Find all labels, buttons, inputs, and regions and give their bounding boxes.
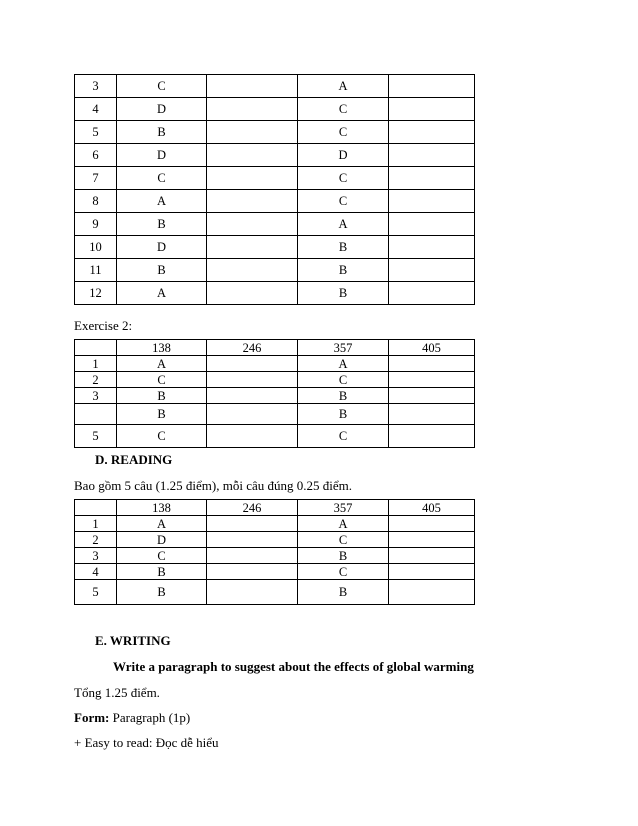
exercise1-cell — [389, 213, 475, 236]
exercise1-cell: A — [298, 213, 389, 236]
exercise1-cell — [389, 75, 475, 98]
exercise2-cell: 3 — [75, 388, 117, 404]
exercise1-cell — [207, 213, 298, 236]
exercise2-cell — [207, 372, 298, 388]
exercise1-cell — [207, 190, 298, 213]
exercise2-row — [75, 356, 475, 372]
exercise1-cell: B — [117, 259, 207, 282]
writing-total: Tổng 1.25 điểm. — [74, 685, 160, 700]
exercise2-row — [75, 372, 475, 388]
reading-answer-table — [74, 499, 475, 605]
exercise1-cell: 4 — [75, 98, 117, 121]
exercise2-cell — [389, 404, 475, 425]
form-value: Paragraph (1p) — [109, 710, 191, 725]
exercise1-cell — [389, 144, 475, 167]
exercise2-cell: C — [298, 425, 389, 448]
exercise1-row — [75, 259, 475, 282]
reading-cell — [207, 532, 298, 548]
exercise1-cell — [207, 121, 298, 144]
writing-form-line — [74, 710, 190, 726]
exercise2-cell: C — [117, 425, 207, 448]
exercise2-row — [75, 404, 475, 425]
exercise2-cell — [75, 340, 117, 356]
reading-cell — [207, 564, 298, 580]
reading-cell: B — [298, 580, 389, 605]
exercise1-cell — [389, 236, 475, 259]
exercise1-cell — [389, 121, 475, 144]
exercise1-cell: B — [117, 121, 207, 144]
exercise2-cell — [389, 425, 475, 448]
exercise2-cell: C — [117, 372, 207, 388]
reading-cell — [207, 548, 298, 564]
exercise2-cell: 138 — [117, 340, 207, 356]
exercise2-cell: B — [117, 404, 207, 425]
reading-cell: A — [298, 516, 389, 532]
exercise1-cell: 6 — [75, 144, 117, 167]
reading-cell — [389, 564, 475, 580]
reading-cell: 357 — [298, 500, 389, 516]
reading-cell: 138 — [117, 500, 207, 516]
exercise1-cell — [207, 236, 298, 259]
exercise1-cell: D — [117, 144, 207, 167]
exercise1-cell — [207, 259, 298, 282]
exercise2-cell — [75, 404, 117, 425]
exercise2-cell: 1 — [75, 356, 117, 372]
writing-heading: E. WRITING — [95, 633, 171, 648]
reading-cell: 246 — [207, 500, 298, 516]
reading-cell: 3 — [75, 548, 117, 564]
exercise2-cell: 357 — [298, 340, 389, 356]
exercise2-cell: 5 — [75, 425, 117, 448]
exercise1-row — [75, 282, 475, 305]
exercise1-cell: C — [298, 121, 389, 144]
exercise1-cell — [207, 167, 298, 190]
reading-cell: B — [117, 580, 207, 605]
reading-cell: A — [117, 516, 207, 532]
reading-row — [75, 500, 475, 516]
exercise1-cell: C — [298, 190, 389, 213]
exercise2-row — [75, 340, 475, 356]
exercise1-row — [75, 121, 475, 144]
exercise1-answer-table — [74, 74, 475, 305]
reading-cell: D — [117, 532, 207, 548]
reading-row — [75, 516, 475, 532]
exercise1-cell: B — [117, 213, 207, 236]
exercise1-cell: B — [298, 236, 389, 259]
exercise1-row — [75, 213, 475, 236]
reading-row — [75, 548, 475, 564]
reading-cell — [207, 580, 298, 605]
exercise2-answer-table — [74, 339, 475, 448]
exercise1-cell — [207, 282, 298, 305]
reading-cell — [389, 516, 475, 532]
exercise2-cell — [389, 388, 475, 404]
exercise1-row — [75, 236, 475, 259]
reading-cell: 1 — [75, 516, 117, 532]
reading-cell — [75, 500, 117, 516]
reading-heading: D. READING — [95, 452, 173, 467]
exercise1-cell — [207, 75, 298, 98]
exercise2-cell — [207, 404, 298, 425]
exercise2-cell — [389, 372, 475, 388]
exercise1-cell: D — [117, 236, 207, 259]
reading-note: Bao gồm 5 câu (1.25 điểm), mỗi câu đúng 0.25 điểm. — [74, 478, 353, 493]
exercise1-row — [75, 144, 475, 167]
exercise1-cell: A — [117, 282, 207, 305]
exercise1-cell — [389, 259, 475, 282]
reading-cell: 405 — [389, 500, 475, 516]
exercise1-cell: C — [298, 98, 389, 121]
reading-row — [75, 532, 475, 548]
exercise1-cell: B — [298, 282, 389, 305]
exercise2-cell: A — [117, 356, 207, 372]
exercise1-cell: 7 — [75, 167, 117, 190]
exercise1-cell — [389, 190, 475, 213]
exercise1-cell — [389, 282, 475, 305]
exercise1-row — [75, 167, 475, 190]
exercise1-cell: 8 — [75, 190, 117, 213]
reading-cell: 4 — [75, 564, 117, 580]
reading-cell: C — [298, 564, 389, 580]
exercise2-title: Exercise 2: — [74, 318, 133, 333]
exercise2-cell: B — [298, 388, 389, 404]
exercise1-cell: D — [298, 144, 389, 167]
reading-cell — [389, 548, 475, 564]
exercise1-cell: 11 — [75, 259, 117, 282]
exercise1-cell: 10 — [75, 236, 117, 259]
exercise2-cell: B — [117, 388, 207, 404]
exercise2-row — [75, 425, 475, 448]
exercise2-cell: 405 — [389, 340, 475, 356]
exercise1-cell — [389, 167, 475, 190]
exercise1-row — [75, 98, 475, 121]
exercise2-cell: B — [298, 404, 389, 425]
exercise2-cell: C — [298, 372, 389, 388]
reading-cell: 5 — [75, 580, 117, 605]
exercise1-cell: B — [298, 259, 389, 282]
reading-cell — [389, 532, 475, 548]
exercise1-cell: A — [298, 75, 389, 98]
exercise1-row — [75, 75, 475, 98]
reading-cell: B — [298, 548, 389, 564]
exercise1-cell: C — [117, 167, 207, 190]
exercise2-cell — [207, 388, 298, 404]
exercise2-cell: A — [298, 356, 389, 372]
exercise2-cell: 2 — [75, 372, 117, 388]
reading-cell — [207, 516, 298, 532]
exercise2-cell — [207, 356, 298, 372]
reading-cell: 2 — [75, 532, 117, 548]
exercise1-cell: A — [117, 190, 207, 213]
exercise1-cell: D — [117, 98, 207, 121]
exercise1-cell: C — [298, 167, 389, 190]
exercise2-row — [75, 388, 475, 404]
exercise1-cell — [207, 98, 298, 121]
exercise1-cell — [389, 98, 475, 121]
exercise1-cell: C — [117, 75, 207, 98]
reading-row — [75, 564, 475, 580]
reading-cell: C — [298, 532, 389, 548]
writing-prompt: Write a paragraph to suggest about the effects of global warming — [113, 659, 474, 674]
form-label: Form: — [74, 710, 110, 725]
exercise1-cell: 12 — [75, 282, 117, 305]
exercise1-cell: 9 — [75, 213, 117, 236]
exercise1-row — [75, 190, 475, 213]
exercise2-cell — [389, 356, 475, 372]
reading-cell: B — [117, 564, 207, 580]
exercise2-cell — [207, 425, 298, 448]
exercise1-cell — [207, 144, 298, 167]
reading-cell: C — [117, 548, 207, 564]
exercise1-cell: 5 — [75, 121, 117, 144]
reading-cell — [389, 580, 475, 605]
writing-easy-line: + Easy to read: Đọc dễ hiểu — [74, 735, 219, 750]
exercise2-cell: 246 — [207, 340, 298, 356]
exercise1-cell: 3 — [75, 75, 117, 98]
reading-row — [75, 580, 475, 605]
